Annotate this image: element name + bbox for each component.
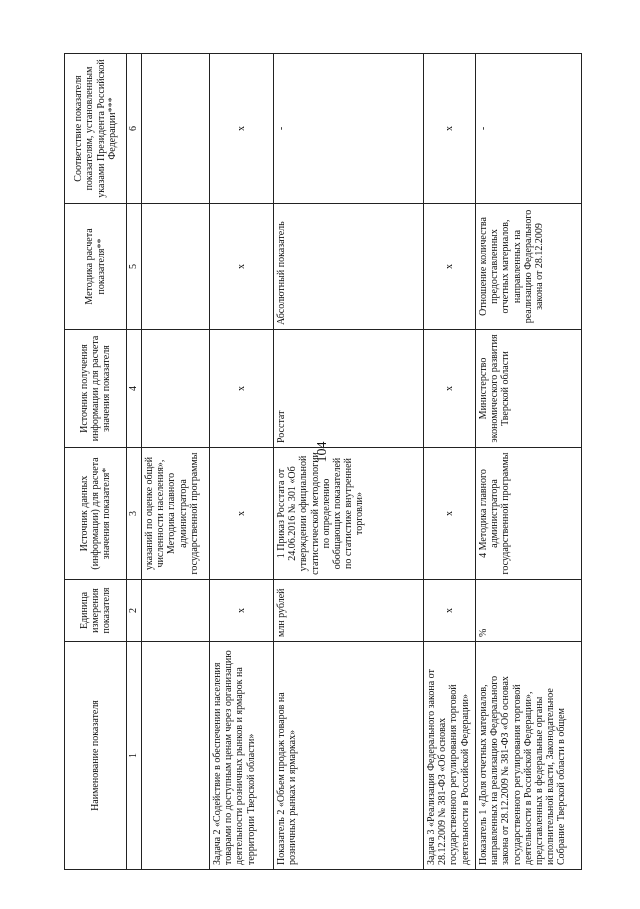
column-number: 2 bbox=[127, 580, 142, 642]
header-row bbox=[65, 54, 127, 870]
page-number: 104 bbox=[315, 441, 330, 463]
header-decree-match: Соответствие показателя показателям, установленным указами Президента Российской Федерации*** bbox=[65, 54, 127, 204]
table-row bbox=[274, 54, 424, 870]
cell-unit bbox=[142, 580, 210, 642]
table-row bbox=[210, 54, 274, 870]
cell-unit: млн рублей bbox=[274, 580, 424, 642]
cell-info-source bbox=[142, 330, 210, 448]
cell-indicator-name: Показатель 2 «Объем продаж товаров на розничных рынках и ярмарках» bbox=[274, 642, 424, 870]
header-data-source: Источник данных (информации) для расчета значения показателя* bbox=[65, 448, 127, 580]
column-number-row bbox=[127, 54, 142, 870]
table-row bbox=[424, 54, 476, 870]
cell-indicator-name: Задача 2 «Содействие в обеспечении населения товарами по доступным ценам через организацию деятельности розничных рынков и ярмарок на территории Тверской области» bbox=[210, 642, 274, 870]
column-number: 6 bbox=[127, 54, 142, 204]
indicators-table bbox=[64, 53, 582, 870]
cell-data-source: 4 Методика главного администратора государственной программы bbox=[476, 448, 582, 580]
cell-indicator-name: Задача 3 «Реализация Федерального закона от 28.12.2009 № 381-ФЗ «Об основах государственного регулирования торговой деятельности в Российской Федерации» bbox=[424, 642, 476, 870]
column-number: 5 bbox=[127, 204, 142, 330]
header-method: Методика расчета показателя** bbox=[65, 204, 127, 330]
cell-data-source: указаний по оценке общей численности населения», Методика главного администратора государственной программы bbox=[142, 448, 210, 580]
cell-decree-match: - bbox=[274, 54, 424, 204]
cell-unit: x bbox=[424, 580, 476, 642]
cell-info-source: Росстат bbox=[274, 330, 424, 448]
cell-data-source: x bbox=[210, 448, 274, 580]
column-number: 3 bbox=[127, 448, 142, 580]
table-row bbox=[476, 54, 582, 870]
column-number: 1 bbox=[127, 642, 142, 870]
header-unit: Единица измерения показателя bbox=[65, 580, 127, 642]
cell-method: Абсолютный показатель bbox=[274, 204, 424, 330]
cell-decree-match: - bbox=[476, 54, 582, 204]
column-number: 4 bbox=[127, 330, 142, 448]
cell-indicator-name: Показатель 1 «Доля отчетных материалов, направленных на реализацию Федерального закона от 28.12.2009 № 381-ФЗ «Об основах государственного регулирования торговой деятельности в Российской Федерации», представленных в федеральные органы исполнительной власти, Законодательное Собрание Тверской области в общем bbox=[476, 642, 582, 870]
cell-method: Отношение количества предоставленных отчетных материалов, направленных на реализацию Федерального закона от 28.12.2009 bbox=[476, 204, 582, 330]
header-info-source: Источник получения информации для расчета значения показателя bbox=[65, 330, 127, 448]
cell-decree-match bbox=[142, 54, 210, 204]
cell-method: x bbox=[210, 204, 274, 330]
cell-method: x bbox=[424, 204, 476, 330]
cell-data-source: x bbox=[424, 448, 476, 580]
table-row bbox=[142, 54, 210, 870]
cell-info-source: x bbox=[210, 330, 274, 448]
cell-indicator-name bbox=[142, 642, 210, 870]
cell-info-source: Министерство экономического развития Тверской области bbox=[476, 330, 582, 448]
cell-unit: x bbox=[210, 580, 274, 642]
cell-method bbox=[142, 204, 210, 330]
cell-data-source: 1 Приказ Росстата от 24.06.2016 № 301 «Об утверждении официальной статистической методологии по определению обобщающих показателей по статистике внутренней торговли» bbox=[274, 448, 424, 580]
cell-decree-match: x bbox=[210, 54, 274, 204]
cell-decree-match: x bbox=[424, 54, 476, 204]
rotated-table-container bbox=[64, 54, 582, 870]
cell-unit: % bbox=[476, 580, 582, 642]
cell-info-source: x bbox=[424, 330, 476, 448]
header-indicator-name: Наименование показателя bbox=[65, 642, 127, 870]
